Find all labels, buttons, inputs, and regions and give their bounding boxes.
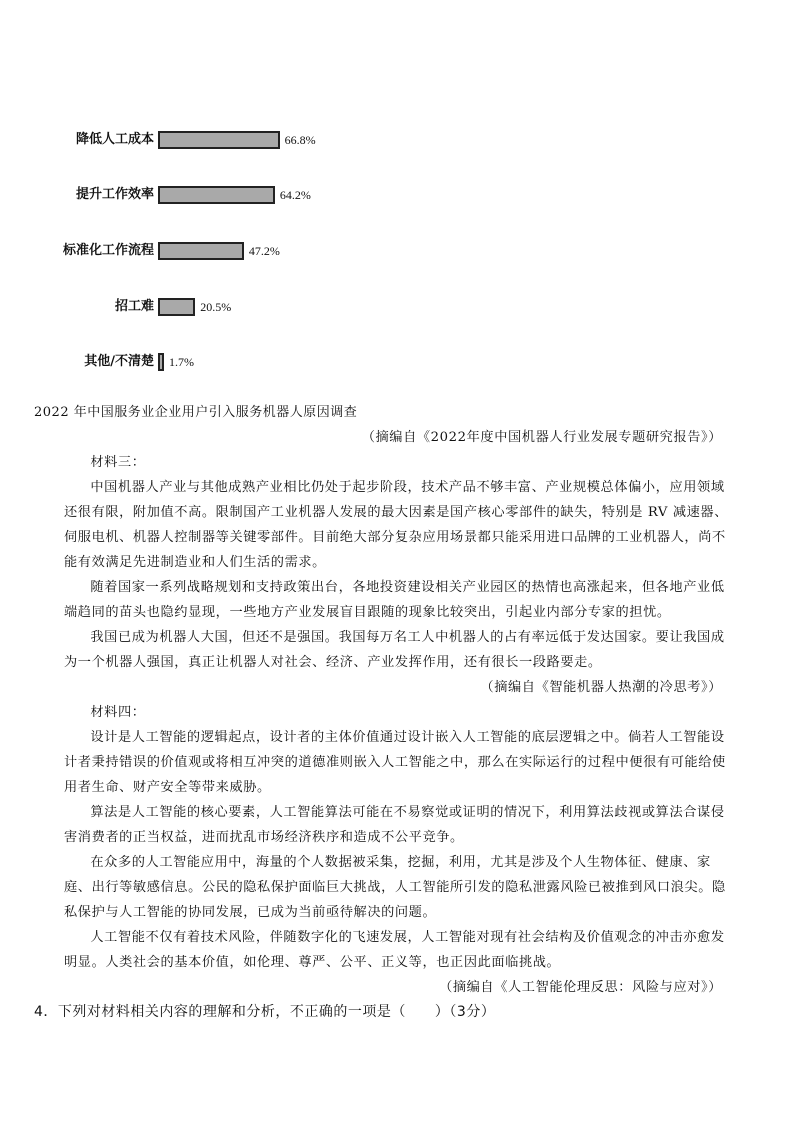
bar-value-label: 47.2%: [248, 244, 280, 258]
material-3-title: 材料三：: [90, 455, 146, 470]
source-citation: （摘编自《智能机器人热潮的冷思考》）: [480, 680, 722, 695]
bar: [158, 131, 280, 149]
material-3-paragraph: 我国已成为机器人大国，但还不是强国。我国每万名工人中机器人的占有率远低于发达国家。要让我国成为一个机器人强国，真正让机器人对社会、经济、产业发挥作用，还有很长一段路要走。: [64, 630, 725, 670]
bar: [158, 242, 244, 260]
article-body: [64, 425, 728, 1000]
source-citation: （摘编自《2022年度中国机器人行业发展专题研究报告》）: [361, 430, 722, 445]
bar-value-label: 64.2%: [279, 188, 311, 202]
bar-category-label: 招工难: [114, 299, 154, 314]
bar-value-label: 1.7%: [169, 355, 194, 369]
material-3-paragraph: 随着国家一系列战略规划和支持政策出台，各地投资建设相关产业园区的热情也高涨起来，但各地产业低端趋同的苗头也隐约显现，一些地方产业发展盲目跟随的现象比较突出，引起业内部分专家的担忧。: [64, 580, 725, 620]
material-4-paragraph: 在众多的人工智能应用中，海量的个人数据被采集，挖掘，利用，尤其是涉及个人生物体征、健康、家庭、出行等敏感信息。公民的隐私保护面临巨大挑战，人工智能所引发的隐私泄露风险已被推到风口浪尖。隐私保护与人工智能的协同发展，已成为当前亟待解决的问题。: [64, 855, 726, 920]
chart-caption: 2022 年中国服务业企业用户引入服务机器人原因调查: [34, 405, 358, 420]
material-4-paragraph: 算法是人工智能的核心要素，人工智能算法可能在不易察觉或证明的情况下，利用算法歧视或算法合谋侵害消费者的正当权益，进而扰乱市场经济秩序和造成不公平竞争。: [64, 805, 725, 845]
bar: [158, 353, 164, 371]
bar-category-label: 标准化工作流程: [62, 243, 154, 258]
material-3-paragraph: 中国机器人产业与其他成熟产业相比仍处于起步阶段，技术产品不够丰富、产业规模总体偏小，应用领域还很有限，附加值不高。限制国产工业机器人发展的最大因素是国产核心零部件的缺失，特别是 RV 减速器、伺服电机、机器人控制器等关键零部件。目前绝大部分复杂应用场景都只能采用进口品牌的工业机器人，尚不能有效满足先进制造业和人们生活的需求。: [64, 480, 728, 570]
source-citation: （摘编自《人工智能伦理反思：风险与应对》）: [439, 980, 722, 995]
question-4: 4．下列对材料相关内容的理解和分析，不正确的一项是（ ）（3分）: [34, 1004, 496, 1020]
material-4-title: 材料四：: [90, 705, 146, 720]
bar-chart: [0, 0, 794, 390]
bar-value-label: 66.8%: [284, 133, 316, 147]
bar: [158, 298, 195, 316]
material-4-paragraph: 设计是人工智能的逻辑起点，设计者的主体价值通过设计嵌入人工智能的底层逻辑之中。倘若人工智能设计者秉持错误的价值观或将相互冲突的道德准则嵌入人工智能之中，那么在实际运行的过程中便很有可能给使用者生命、财产安全等带来威胁。: [64, 730, 726, 795]
bar-category-label: 降低人工成本: [75, 132, 154, 147]
bar-value-label: 20.5%: [200, 300, 232, 314]
bar-category-label: 提升工作效率: [75, 187, 154, 202]
material-4-paragraph: 人工智能不仅有着技术风险，伴随数字化的飞速发展，人工智能对现有社会结构及价值观念的冲击亦愈发明显。人类社会的基本价值，如伦理、尊严、公平、正义等，也正因此面临挑战。: [64, 930, 725, 970]
bar: [158, 186, 275, 204]
bar-category-label: 其他/不清楚: [84, 354, 154, 369]
